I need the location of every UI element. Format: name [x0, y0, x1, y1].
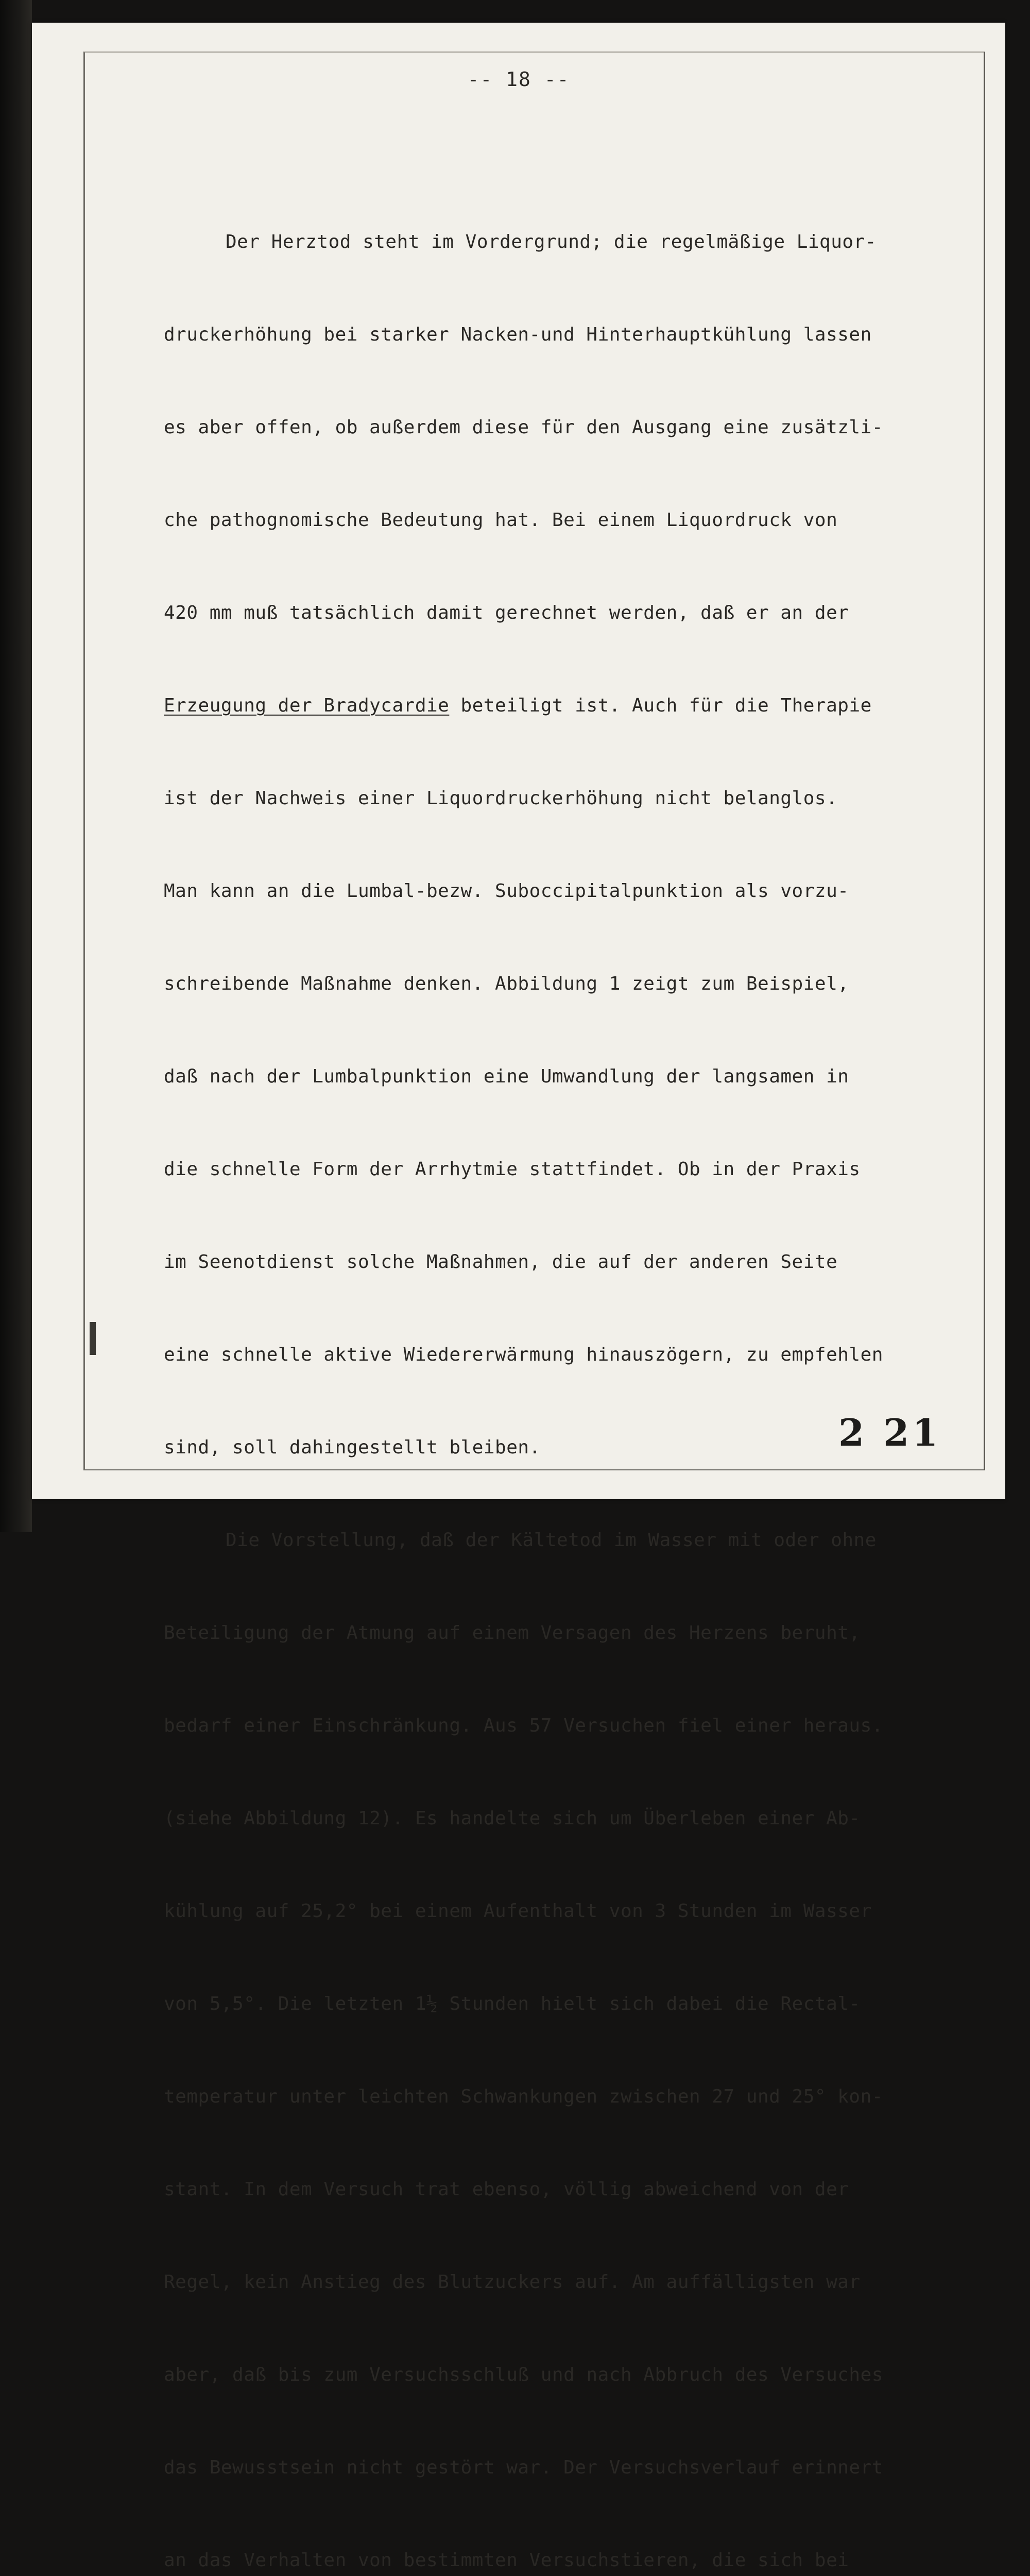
binding-gutter: [0, 0, 32, 1532]
text-line: temperatur unter leichten Schwankungen zwischen 27 und 25° kon-: [164, 2086, 883, 2107]
text-line: Beteiligung der Atmung auf einem Versagen des Herzens beruht,: [164, 1622, 861, 1643]
text-line: daß nach der Lumbalpunktion eine Umwandlung der langsamen in: [164, 1066, 849, 1087]
text-line: Regel, kein Anstieg des Blutzuckers auf. Am auffälligsten war: [164, 2272, 861, 2293]
text-line: schreibende Maßnahme denken. Abbildung 1 zeigt zum Beispiel,: [164, 973, 849, 994]
margin-mark: [90, 1322, 96, 1355]
body-text: [164, 165, 990, 2576]
text-line: aber, daß bis zum Versuchsschluß und nach Abbruch des Versuches: [164, 2364, 883, 2385]
text-line: che pathognomische Bedeutung hat. Bei einem Liquordruck von: [164, 510, 838, 531]
text-line: das Bewusstsein nicht gestört war. Der Versuchsverlauf erinnert: [164, 2457, 883, 2478]
text-line: stant. In dem Versuch trat ebenso, völlig abweichend von der: [164, 2179, 849, 2200]
text-line: (siehe Abbildung 12). Es handelte sich um Überleben einer Ab-: [164, 1808, 861, 1829]
text-line: bedarf einer Einschränkung. Aus 57 Versuchen fiel einer heraus.: [164, 1715, 883, 1736]
text-line: es aber offen, ob außerdem diese für den Ausgang eine zusätzli-: [164, 417, 883, 438]
text-line: sind, soll dahingestellt bleiben.: [164, 1437, 541, 1458]
archive-stamp-number: 2 21: [838, 1411, 941, 1454]
text-line: 420 mm muß tatsächlich damit gerechnet werden, daß er an der: [164, 602, 849, 623]
document-page: [32, 23, 1005, 2571]
text-line: von 5,5°. Die letzten 1½ Stunden hielt sich dabei die Rectal-: [164, 1993, 861, 2014]
text-line: kühlung auf 25,2° bei einem Aufenthalt von 3 Stunden im Wasser: [164, 1901, 872, 1922]
text-line: druckerhöhung bei starker Nacken-und Hinterhauptkühlung lassen: [164, 324, 872, 345]
text-line: Man kann an die Lumbal-bezw. Suboccipitalpunktion als vorzu-: [164, 880, 849, 902]
underline-erzeugung: Erzeugung der Bradycardie: [164, 695, 450, 716]
text-line: Der Herztod steht im Vordergrund; die regelmäßige Liquor-: [226, 231, 877, 252]
text-line-underlined: [164, 690, 990, 721]
text-line-rest: beteiligt ist. Auch für die Therapie: [449, 695, 872, 716]
text-line: an das Verhalten von bestimmten Versuchstieren, die sich bei: [164, 2550, 849, 2571]
text-line: im Seenotdienst solche Maßnahmen, die auf der anderen Seite: [164, 1251, 838, 1273]
text-line: eine schnelle aktive Wiedererwärmung hinauszögern, zu empfehlen: [164, 1344, 883, 1365]
text-line: Die Vorstellung, daß der Kältetod im Wasser mit oder ohne: [226, 1530, 877, 1551]
text-line: ist der Nachweis einer Liquordruckerhöhung nicht belanglos.: [164, 788, 838, 809]
text-line: die schnelle Form der Arrhytmie stattfindet. Ob in der Praxis: [164, 1159, 861, 1180]
page-number: -- 18 --: [467, 68, 570, 91]
